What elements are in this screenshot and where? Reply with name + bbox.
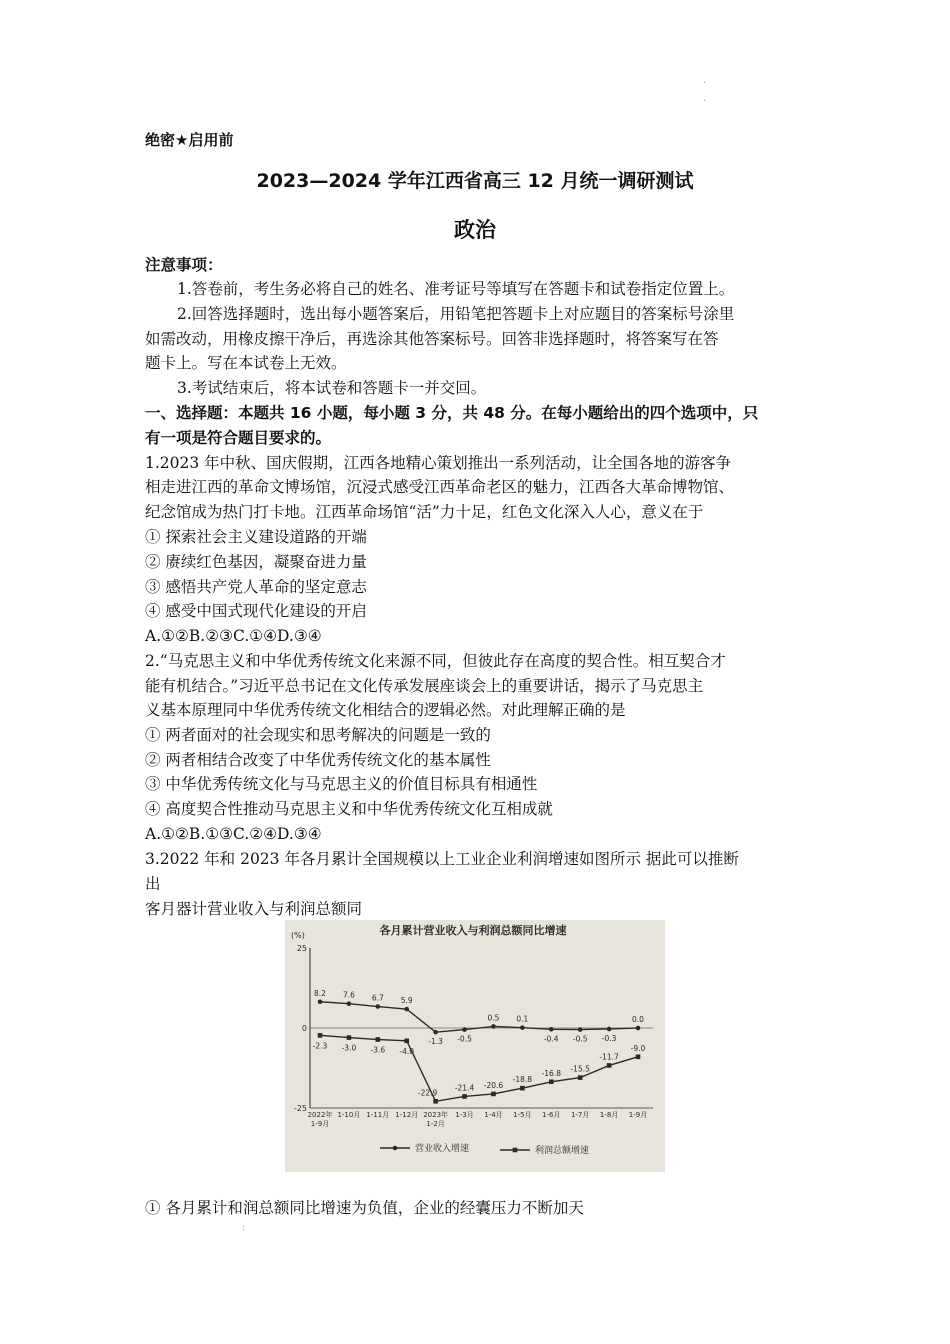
question-3-option: ① 各月累计和润总额同比增速为负值，企业的经囊压力不断加天 xyxy=(145,1199,584,1217)
revenue-point xyxy=(462,1027,467,1032)
x-tick-label: 1-11月 xyxy=(366,1111,390,1119)
x-tick-label: 1-6月 xyxy=(542,1111,561,1119)
question-1-stem: 1.2023 年中秋、国庆假期，江西各地精心策划推出一系列活动，让全国各地的游客争 xyxy=(145,454,732,472)
notice-item-cont: 题卡上。写在本试卷上无效。 xyxy=(145,354,347,372)
y-tick-label: -25 xyxy=(293,1104,307,1113)
profit-point xyxy=(578,1075,583,1080)
x-tick-label: 1-9月 xyxy=(310,1120,330,1128)
question-3-stem: 3.2022 年和 2023 年各月累计全国规模以上工业企业利润增速如图所示 据此可以推断 xyxy=(145,850,739,868)
x-tick-label: 1-2月 xyxy=(426,1120,445,1128)
data-label: -3.0 xyxy=(341,1043,357,1053)
chart-photo xyxy=(285,920,665,1172)
revenue-point xyxy=(318,999,323,1004)
data-label: -2.3 xyxy=(312,1041,328,1051)
question-1-option: ① 探索社会主义建设道路的开端 xyxy=(145,528,367,546)
data-label: -0.3 xyxy=(601,1033,617,1043)
data-label: 0.0 xyxy=(632,1015,644,1024)
revenue-growth-line xyxy=(320,1002,638,1032)
question-1-stem: 相走进江西的革命文博场馆，沉浸式感受江西革命老区的魅力，江西各大革命博物馆、 xyxy=(145,478,735,496)
profit-point xyxy=(607,1063,612,1068)
profit-point xyxy=(636,1055,641,1060)
notice-item-cont: 如需改动，用橡皮擦干净后，再选涂其他答案标号。回答非选择题时，将答案写在答 xyxy=(145,330,719,348)
section-heading-cont: 有一项是符合题目要求的。 xyxy=(145,429,332,447)
x-tick-label: 1-10月 xyxy=(337,1111,361,1119)
profit-point xyxy=(462,1094,467,1099)
x-tick-label: 2023年 xyxy=(423,1111,449,1119)
data-label: 6.7 xyxy=(371,993,384,1003)
question-3-stem: 客月器计营业收入与利润总额同 xyxy=(145,900,363,918)
data-label: 5.9 xyxy=(400,996,413,1006)
profit-point xyxy=(347,1035,352,1040)
x-tick-label: 1-3月 xyxy=(455,1111,474,1119)
revenue-point xyxy=(520,1025,525,1030)
question-2-option: ④ 高度契合性推动马克思主义和中华优秀传统文化互相成就 xyxy=(145,800,553,818)
x-tick-label: 1-8月 xyxy=(599,1111,619,1119)
data-label: 0.5 xyxy=(487,1013,500,1023)
question-3-stem: 出 xyxy=(145,875,161,893)
line-chart xyxy=(285,920,665,1172)
revenue-point xyxy=(578,1027,583,1032)
notice-item: 2.回答选择题时，选出每小题答案后，用铅笔把答题卡上对应题目的答案标号涂里 xyxy=(177,305,735,323)
notice-item: 3.考试结束后，将本试卷和答题卡一并交回。 xyxy=(177,379,487,397)
profit-point xyxy=(433,1099,438,1104)
x-tick-label: 1-12月 xyxy=(395,1111,419,1119)
question-1-option: ④ 感受中国式现代化建设的开启 xyxy=(145,602,367,620)
data-label: -4.0 xyxy=(399,1046,415,1056)
data-label: -22.9 xyxy=(417,1088,438,1098)
data-label: -15.5 xyxy=(570,1064,590,1074)
legend-revenue-label: 营业收入增速 xyxy=(415,1144,470,1154)
notice-item: 1.答卷前，考生务必将自己的姓名、准考证号等填写在答题卡和试卷指定位置上。 xyxy=(177,280,735,298)
scan-speck: · xyxy=(703,78,707,89)
revenue-point xyxy=(491,1024,496,1029)
question-2-stem: 2.“马克思主义和中华优秀传统文化来源不同，但彼此存在高度的契合性。相互契合才 xyxy=(145,652,726,670)
question-2-stem: 义基本原理同中华优秀传统文化相结合的逻辑必然。对此理解正确的是 xyxy=(145,701,626,719)
notice-heading: 注意事项： xyxy=(145,256,223,274)
chart-title: 各月累计营业收入与利润总额同比增速 xyxy=(379,924,567,937)
revenue-point xyxy=(433,1030,438,1035)
x-tick-label: 2022年 xyxy=(307,1111,333,1119)
x-tick-label: 1-9月 xyxy=(628,1111,648,1119)
question-1-option: ② 赓续红色基因，凝聚奋进力量 xyxy=(145,553,367,571)
question-2-stem: 能有机结合。”习近平总书记在文化传承发展座谈会上的重要讲话，揭示了马克思主 xyxy=(145,677,704,695)
secret-label: 绝密★启用前 xyxy=(145,131,234,149)
profit-point xyxy=(520,1086,525,1091)
exam-title: 2023—2024 学年江西省高三 12 月统一调研测试 xyxy=(256,170,694,192)
scan-speck: · xyxy=(703,96,707,107)
profit-point xyxy=(376,1037,381,1042)
revenue-point xyxy=(347,1001,352,1006)
revenue-point xyxy=(404,1007,409,1012)
revenue-point xyxy=(549,1027,554,1032)
revenue-point xyxy=(376,1004,381,1009)
legend-profit-marker xyxy=(513,1148,518,1153)
data-label: -0.4 xyxy=(543,1034,559,1044)
profit-point xyxy=(318,1033,323,1038)
profit-point xyxy=(549,1079,554,1084)
data-label: -3.6 xyxy=(370,1045,386,1055)
data-label: -0.5 xyxy=(457,1034,472,1044)
data-label: -16.8 xyxy=(541,1068,561,1078)
data-label: 7.6 xyxy=(342,990,355,1000)
data-label: -9.0 xyxy=(630,1043,646,1053)
data-label: -11.7 xyxy=(599,1052,619,1062)
question-2-option: ① 两者面对的社会现实和思考解决的问题是一致的 xyxy=(145,726,491,744)
question-2-option: ② 两者相结合改变了中华优秀传统文化的基本属性 xyxy=(145,751,491,769)
data-label: 0.1 xyxy=(516,1014,529,1024)
legend-revenue-marker xyxy=(393,1146,398,1151)
data-label: -1.3 xyxy=(428,1037,443,1047)
profit-growth-line xyxy=(320,1035,638,1101)
question-1-option: ③ 感悟共产党人革命的坚定意志 xyxy=(145,578,367,596)
y-tick-label: 0 xyxy=(301,1024,307,1033)
x-tick-label: 1-5月 xyxy=(513,1111,532,1119)
y-tick-label: 25 xyxy=(296,944,307,953)
subject-title: 政治 xyxy=(454,218,496,242)
x-tick-label: 1-4月 xyxy=(484,1111,503,1119)
revenue-point xyxy=(607,1027,612,1032)
x-tick-label: 1-7月 xyxy=(570,1111,590,1119)
data-label: -20.6 xyxy=(483,1080,504,1090)
question-1-stem: 纪念馆成为热门打卡地。江西革命场馆“活”力十足，红色文化深入人心，意义在于 xyxy=(145,503,704,521)
y-axis-unit: (%) xyxy=(291,931,305,940)
data-label: 8.2 xyxy=(314,988,326,998)
profit-point xyxy=(404,1039,409,1044)
data-label: -21.4 xyxy=(454,1083,475,1093)
scan-speck: : xyxy=(242,1222,246,1233)
data-label: -18.8 xyxy=(512,1075,533,1085)
question-1-answers: A.①②B.②③C.①④D.③④ xyxy=(145,627,322,645)
question-2-answers: A.①②B.①③C.②④D.③④ xyxy=(145,825,322,843)
legend-profit-label: 利润总额增速 xyxy=(535,1146,590,1156)
revenue-point xyxy=(636,1026,641,1031)
data-label: -0.5 xyxy=(572,1034,588,1044)
question-2-option: ③ 中华优秀传统文化与马克思主义的价值目标具有相通性 xyxy=(145,775,538,793)
section-heading: 一、选择题：本题共 16 小题，每小题 3 分，共 48 分。在每小题给出的四个选项中，只 xyxy=(145,404,759,422)
profit-point xyxy=(491,1092,496,1097)
